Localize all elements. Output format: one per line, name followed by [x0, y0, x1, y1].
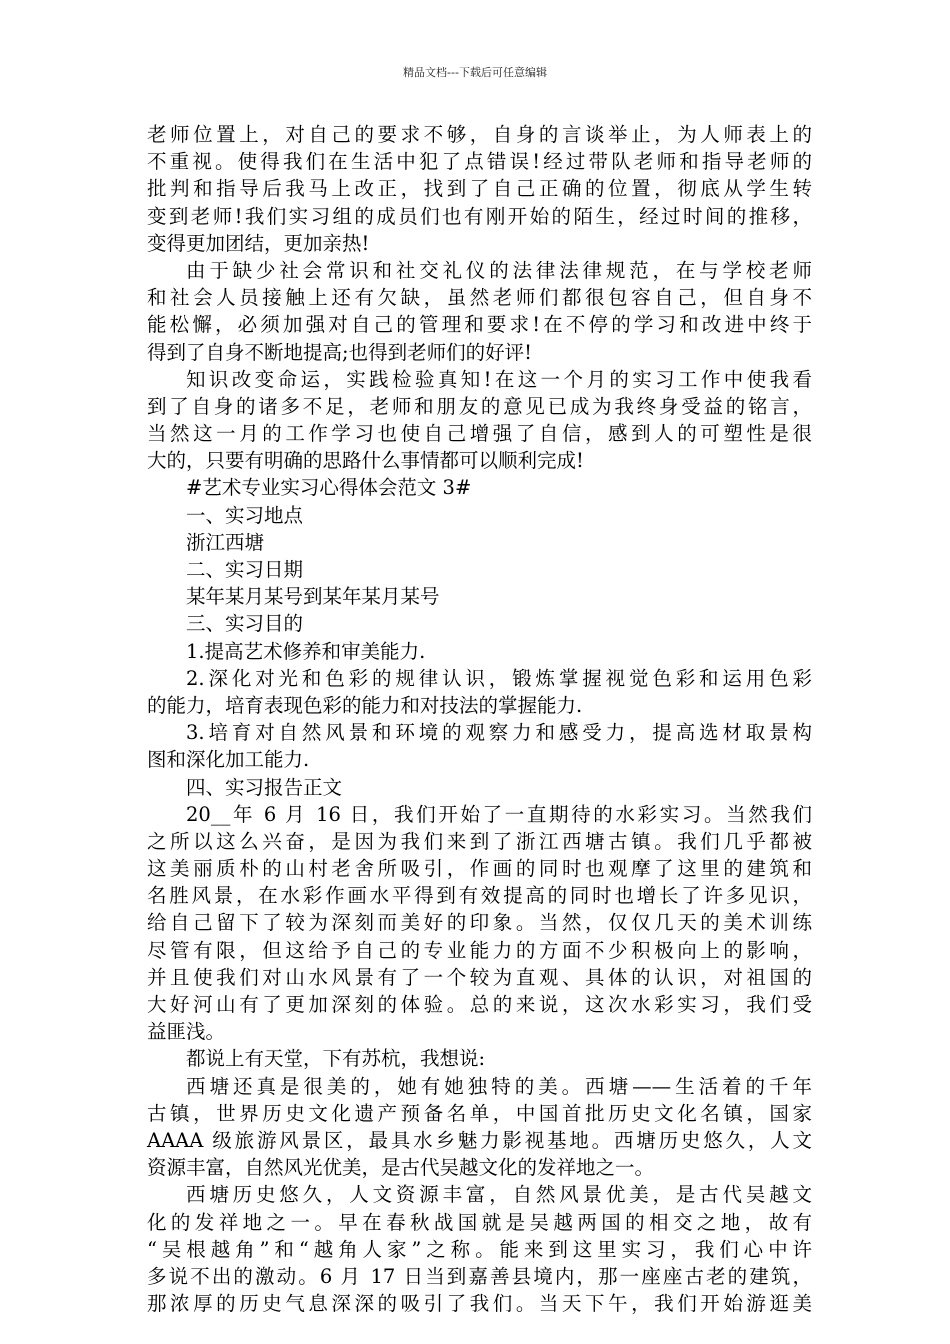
text-line: 由于缺少社会常识和社交礼仪的法律法律规范，在与学校老师 — [186, 258, 812, 282]
text-line: 的能力，培育表现色彩的能力和对技法的掌握能力. — [147, 693, 583, 717]
text-line: 大好河山有了更加深刻的体验。总的来说，这次水彩实习，我们受 — [147, 993, 812, 1016]
text-line: 大的，只要有明确的思路什么事情都可以顺利完成! — [147, 449, 584, 473]
text-line: 名胜风景，在水彩作画水平得到有效提高的同时也增长了许多见识， — [147, 884, 812, 908]
text-line: 变到老师!我们实习组的成员们也有刚开始的陌生，经过时间的推移， — [147, 204, 812, 228]
text-line: 20__年 6 月 16 日，我们开始了一直期待的水彩实习。当然我们 — [186, 802, 812, 826]
text-line: 不重视。使得我们在生活中犯了点错误!经过带队老师和指导老师的 — [147, 150, 812, 174]
text-line: 一、实习地点 — [186, 503, 304, 527]
text-line: 古镇，世界历史文化遗产预备名单，中国首批历史文化名镇，国家 — [147, 1101, 812, 1125]
text-line: 给自己留下了较为深刻而美好的印象。当然，仅仅几天的美术训练 — [147, 911, 812, 935]
text-line: 2.深化对光和色彩的规律认识，锻炼掌握视觉色彩和运用色彩 — [186, 666, 812, 690]
page-header: 精品文档---下载后可任意编辑 — [403, 66, 547, 79]
text-line: 图和深化加工能力. — [147, 748, 310, 772]
text-line: 当然这一月的工作学习也使自己增强了自信，感到人的可塑性是很 — [147, 422, 812, 446]
text-line: 西塘历史悠久，人文资源丰富，自然风景优美，是古代吴越文 — [186, 1183, 812, 1207]
text-line: 批判和指导后我马上改正，找到了自己正确的位置，彻底从学生转 — [147, 177, 812, 201]
text-line: 能松懈，必须加强对自己的管理和要求!在不停的学习和改进中终于 — [147, 313, 812, 337]
text-line: 3.培育对自然风景和环境的观察力和感受力，提高选材取景构 — [186, 721, 812, 745]
text-line: 知识改变命运，实践检验真知!在这一个月的实习工作中使我看 — [186, 367, 812, 391]
text-line: 化的发祥地之一。早在春秋战国就是吴越两国的相交之地，故有 — [147, 1210, 812, 1234]
text-line: #艺术专业实习心得体会范文 3# — [186, 476, 472, 500]
text-line: 1.提高艺术修养和审美能力. — [186, 639, 426, 663]
text-line: 并且使我们对山水风景有了一个较为直观、具体的认识，对祖国的 — [147, 965, 812, 989]
text-line: 这美丽质朴的山村老舍所吸引，作画的同时也观摩了这里的建筑和 — [147, 857, 812, 881]
text-line: AAAA 级旅游风景区，最具水乡魅力影视基地。西塘历史悠久，人文 — [147, 1128, 812, 1152]
text-line: 那浓厚的历史气息深深的吸引了我们。当天下午，我们开始游逛美 — [147, 1292, 812, 1316]
text-line: 二、实习日期 — [186, 558, 304, 581]
text-line: 资源丰富，自然风光优美，是古代吴越文化的发祥地之一。 — [147, 1156, 655, 1180]
text-line: 三、实习目的 — [186, 612, 304, 636]
text-line: “吴根越角”和“越角人家”之称。能来到这里实习，我们心中许 — [147, 1237, 812, 1261]
text-line: 都说上有天堂，下有苏杭，我想说: — [186, 1047, 486, 1071]
text-line: 尽管有限，但这给予自己的专业能力的方面不少积极向上的影响， — [147, 938, 812, 962]
text-line: 四、实习报告正文 — [186, 775, 343, 799]
text-line: 到了自身的诸多不足，老师和朋友的意见已成为我终身受益的铭言， — [147, 394, 812, 418]
text-line: 多说不出的激动。6 月 17 日当到嘉善县境内，那一座座古老的建筑， — [147, 1264, 812, 1288]
text-line: 益匪浅。 — [147, 1020, 226, 1044]
text-line: 西塘还真是很美的，她有她独特的美。西塘——生活着的千年 — [186, 1074, 812, 1098]
text-line: 某年某月某号到某年某月某号 — [186, 585, 440, 609]
document-body — [147, 121, 812, 1317]
text-line: 和社会人员接触上还有欠缺，虽然老师们都很包容自己，但自身不 — [147, 286, 812, 310]
text-line: 变得更加团结，更加亲热! — [147, 231, 370, 255]
text-line: 得到了自身不断地提高;也得到老师们的好评! — [147, 340, 532, 364]
text-line: 老师位置上，对自己的要求不够，自身的言谈举止，为人师表上的 — [147, 123, 812, 146]
text-line: 浙江西塘 — [186, 530, 265, 554]
text-line: 之所以这么兴奋，是因为我们来到了浙江西塘古镇。我们几乎都被 — [147, 829, 812, 853]
